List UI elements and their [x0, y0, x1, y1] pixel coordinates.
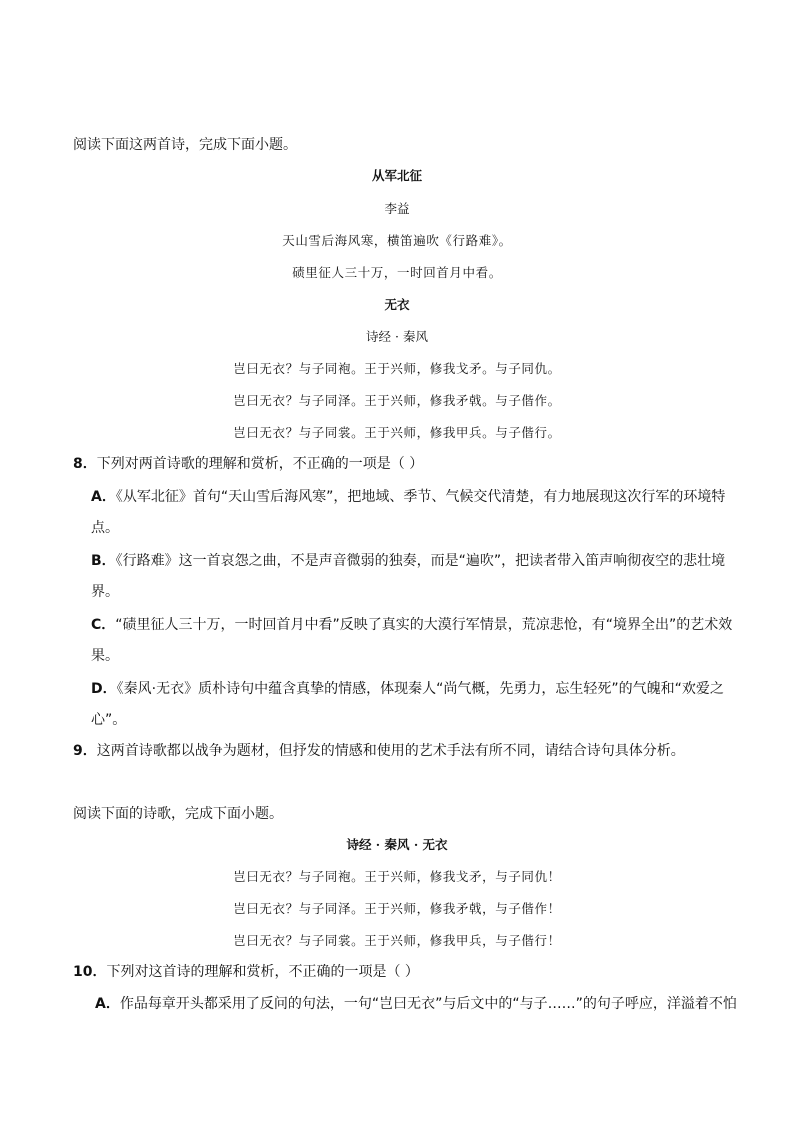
option-label: A．	[95, 996, 120, 1012]
question-number: 9．	[73, 743, 97, 759]
poem1-author: 李益	[384, 201, 410, 216]
question-number: 10．	[73, 964, 107, 980]
question-8	[73, 453, 794, 473]
option-c-cont: 果。	[91, 648, 119, 664]
option-c	[91, 614, 731, 634]
question-9	[73, 740, 794, 760]
poem2-author: 诗经 · 秦风	[366, 329, 428, 344]
poem1-line: 天山雪后海风寒，横笛遍吹《行路难》。	[282, 233, 512, 248]
option-d	[91, 678, 731, 698]
option-label: D．	[91, 681, 117, 697]
poem2-title: 无衣	[384, 297, 410, 312]
option-d-cont: 心”。	[91, 712, 127, 728]
question-stem: 这两首诗歌都以战争为题材，但抒发的情感和使用的艺术手法有所不同，请结合诗句具体分析。	[96, 743, 685, 759]
option-text: 《秦风·无衣》质朴诗句中蕴含真挚的情感，体现秦人“尚气概，先勇力，忘生轻死”的气魄和“欢爱之	[116, 681, 724, 697]
section1-intro: 阅读下面这两首诗，完成下面小题。	[73, 137, 297, 153]
poem1-line: 碛里征人三十万，一时回首月中看。	[292, 265, 502, 280]
poem3-line: 岂曰无衣？与子同裳。王于兴师，修我甲兵，与子偕行！	[233, 933, 561, 948]
option-label: A．	[91, 489, 116, 505]
poem3-line: 岂曰无衣？与子同袍。王于兴师，修我戈矛，与子同仇！	[233, 869, 561, 884]
option-label: B．	[91, 553, 116, 569]
option-label: C．	[91, 617, 116, 633]
option-text: “碛里征人三十万，一时回首月中看”反映了真实的大漠行军情景，荒凉悲怆，有“境界全出”的艺术效	[115, 617, 733, 633]
option-b	[91, 550, 731, 570]
poem2-line: 岂曰无衣？与子同袍。王于兴师，修我戈矛。与子同仇。	[233, 361, 561, 376]
option-a	[91, 486, 731, 506]
option-text: 作品每章开头都采用了反问的句法，一句“岂曰无衣”与后文中的“与子……”的句子呼应，洋溢着不怕	[119, 996, 737, 1012]
poem2-line: 岂曰无衣？与子同裳。王于兴师，修我甲兵。与子偕行。	[233, 425, 561, 440]
option-a	[95, 993, 735, 1013]
question-number: 8．	[73, 456, 97, 472]
option-b-cont: 界。	[91, 584, 119, 600]
option-text: 《从军北征》首句“天山雪后海风寒”，把地域、季节、气候交代清楚，有力地展现这次行军的环境特	[115, 489, 726, 505]
question-stem: 下列对两首诗歌的理解和赏析，不正确的一项是（ ）	[96, 456, 424, 472]
question-stem: 下列对这首诗的理解和赏析，不正确的一项是（ ）	[106, 964, 419, 980]
poem3-title: 诗经 · 秦风 · 无衣	[346, 837, 448, 852]
poem1-title: 从军北征	[371, 168, 422, 183]
poem3-line: 岂曰无衣？与子同泽。王于兴师，修我矛戟，与子偕作！	[233, 901, 561, 916]
poem2-line: 岂曰无衣？与子同泽。王于兴师，修我矛戟。与子偕作。	[233, 393, 561, 408]
option-text: 《行路难》这一首哀怨之曲，不是声音微弱的独奏，而是“遍吹”，把读者带入笛声响彻夜空的悲壮境	[115, 553, 726, 569]
section2-intro: 阅读下面的诗歌，完成下面小题。	[73, 806, 283, 822]
option-a-cont: 点。	[91, 520, 119, 536]
question-10	[73, 961, 794, 981]
